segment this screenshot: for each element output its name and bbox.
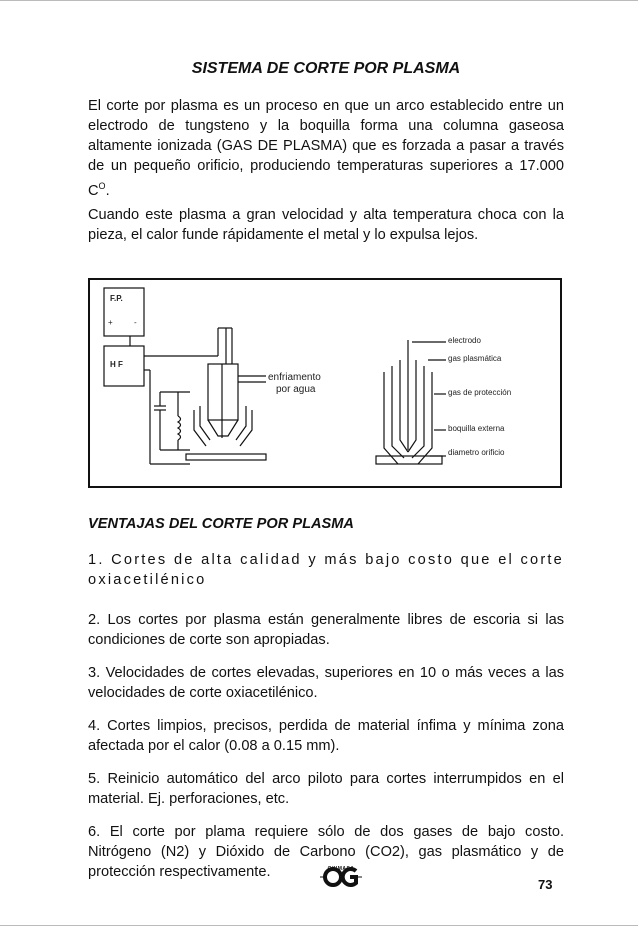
advantage-item-2: 2. Los cortes por plasma están generalmente libres de escoria si las condiciones de corte son apropiadas. — [88, 612, 564, 648]
degree-sign: O — [98, 181, 106, 191]
page-number: 73 — [538, 877, 553, 892]
advantage-item-5: 5. Reinicio automático del arco piloto para cortes interrumpidos en el material. Ej. perforaciones, etc. — [88, 771, 564, 807]
degree-suffix: . — [105, 182, 110, 199]
advantage-item-1: 1. Cortes de alta calidad y más bajo costo que el corte oxiacetilénico — [88, 552, 564, 588]
hf-label: H F — [110, 360, 123, 369]
advantage-item-6: 6. El corte por plama requiere sólo de dos gases de bajo costo. Nitrógeno (N2) y Dióxido de Carbono (CO2), gas plasmático y de protección respectivamente. — [88, 824, 564, 880]
plasma-diagram — [88, 278, 562, 488]
orifice-label: diametro orificio — [448, 448, 505, 457]
top-rule — [0, 0, 638, 1]
company-logo-icon — [318, 861, 364, 887]
advantage-item-4: 4. Cortes limpios, precisos, perdida de material ínfima y mínima zona afectada por el calor (0.08 a 0.15 mm). — [88, 718, 564, 754]
intro-paragraph-2: Cuando este plasma a gran velocidad y alta temperatura choca con la pieza, el calor funde rápidamente el metal y lo expulsa lejos. — [88, 207, 564, 243]
plasma-gas-label: gas plasmática — [448, 354, 502, 363]
protection-gas-label: gas de protección — [448, 388, 512, 397]
logo-brand-text: OXIMASA — [327, 866, 355, 872]
page-title: SISTEMA DE CORTE POR PLASMA — [191, 60, 461, 77]
nozzle-label: boquilla externa — [448, 424, 505, 433]
advantage-item-3: 3. Velocidades de cortes elevadas, superiores en 10 o más veces a las velocidades de corte oxiacetilénico. — [88, 665, 564, 701]
minus-label: - — [134, 318, 137, 327]
intro-paragraph-1 — [88, 96, 564, 201]
electrode-label: electrodo — [448, 336, 481, 345]
cooling-label-1: enfriamento — [268, 372, 321, 383]
section-title: VENTAJAS DEL CORTE POR PLASMA — [88, 516, 354, 532]
plus-label: + — [108, 318, 113, 327]
cooling-label-2: por agua — [276, 384, 316, 395]
fp-label: F.P. — [110, 294, 123, 303]
intro-text-1: El corte por plasma es un proceso en que un arco establecido entre un electrodo de tungsteno y la boquilla forma una columna gaseosa altamente ionizada (GAS DE PLASMA) que es forzada a pasar a través de un pequeño orificio, produciendo temperaturas superiores a 17.000 C — [88, 98, 564, 199]
